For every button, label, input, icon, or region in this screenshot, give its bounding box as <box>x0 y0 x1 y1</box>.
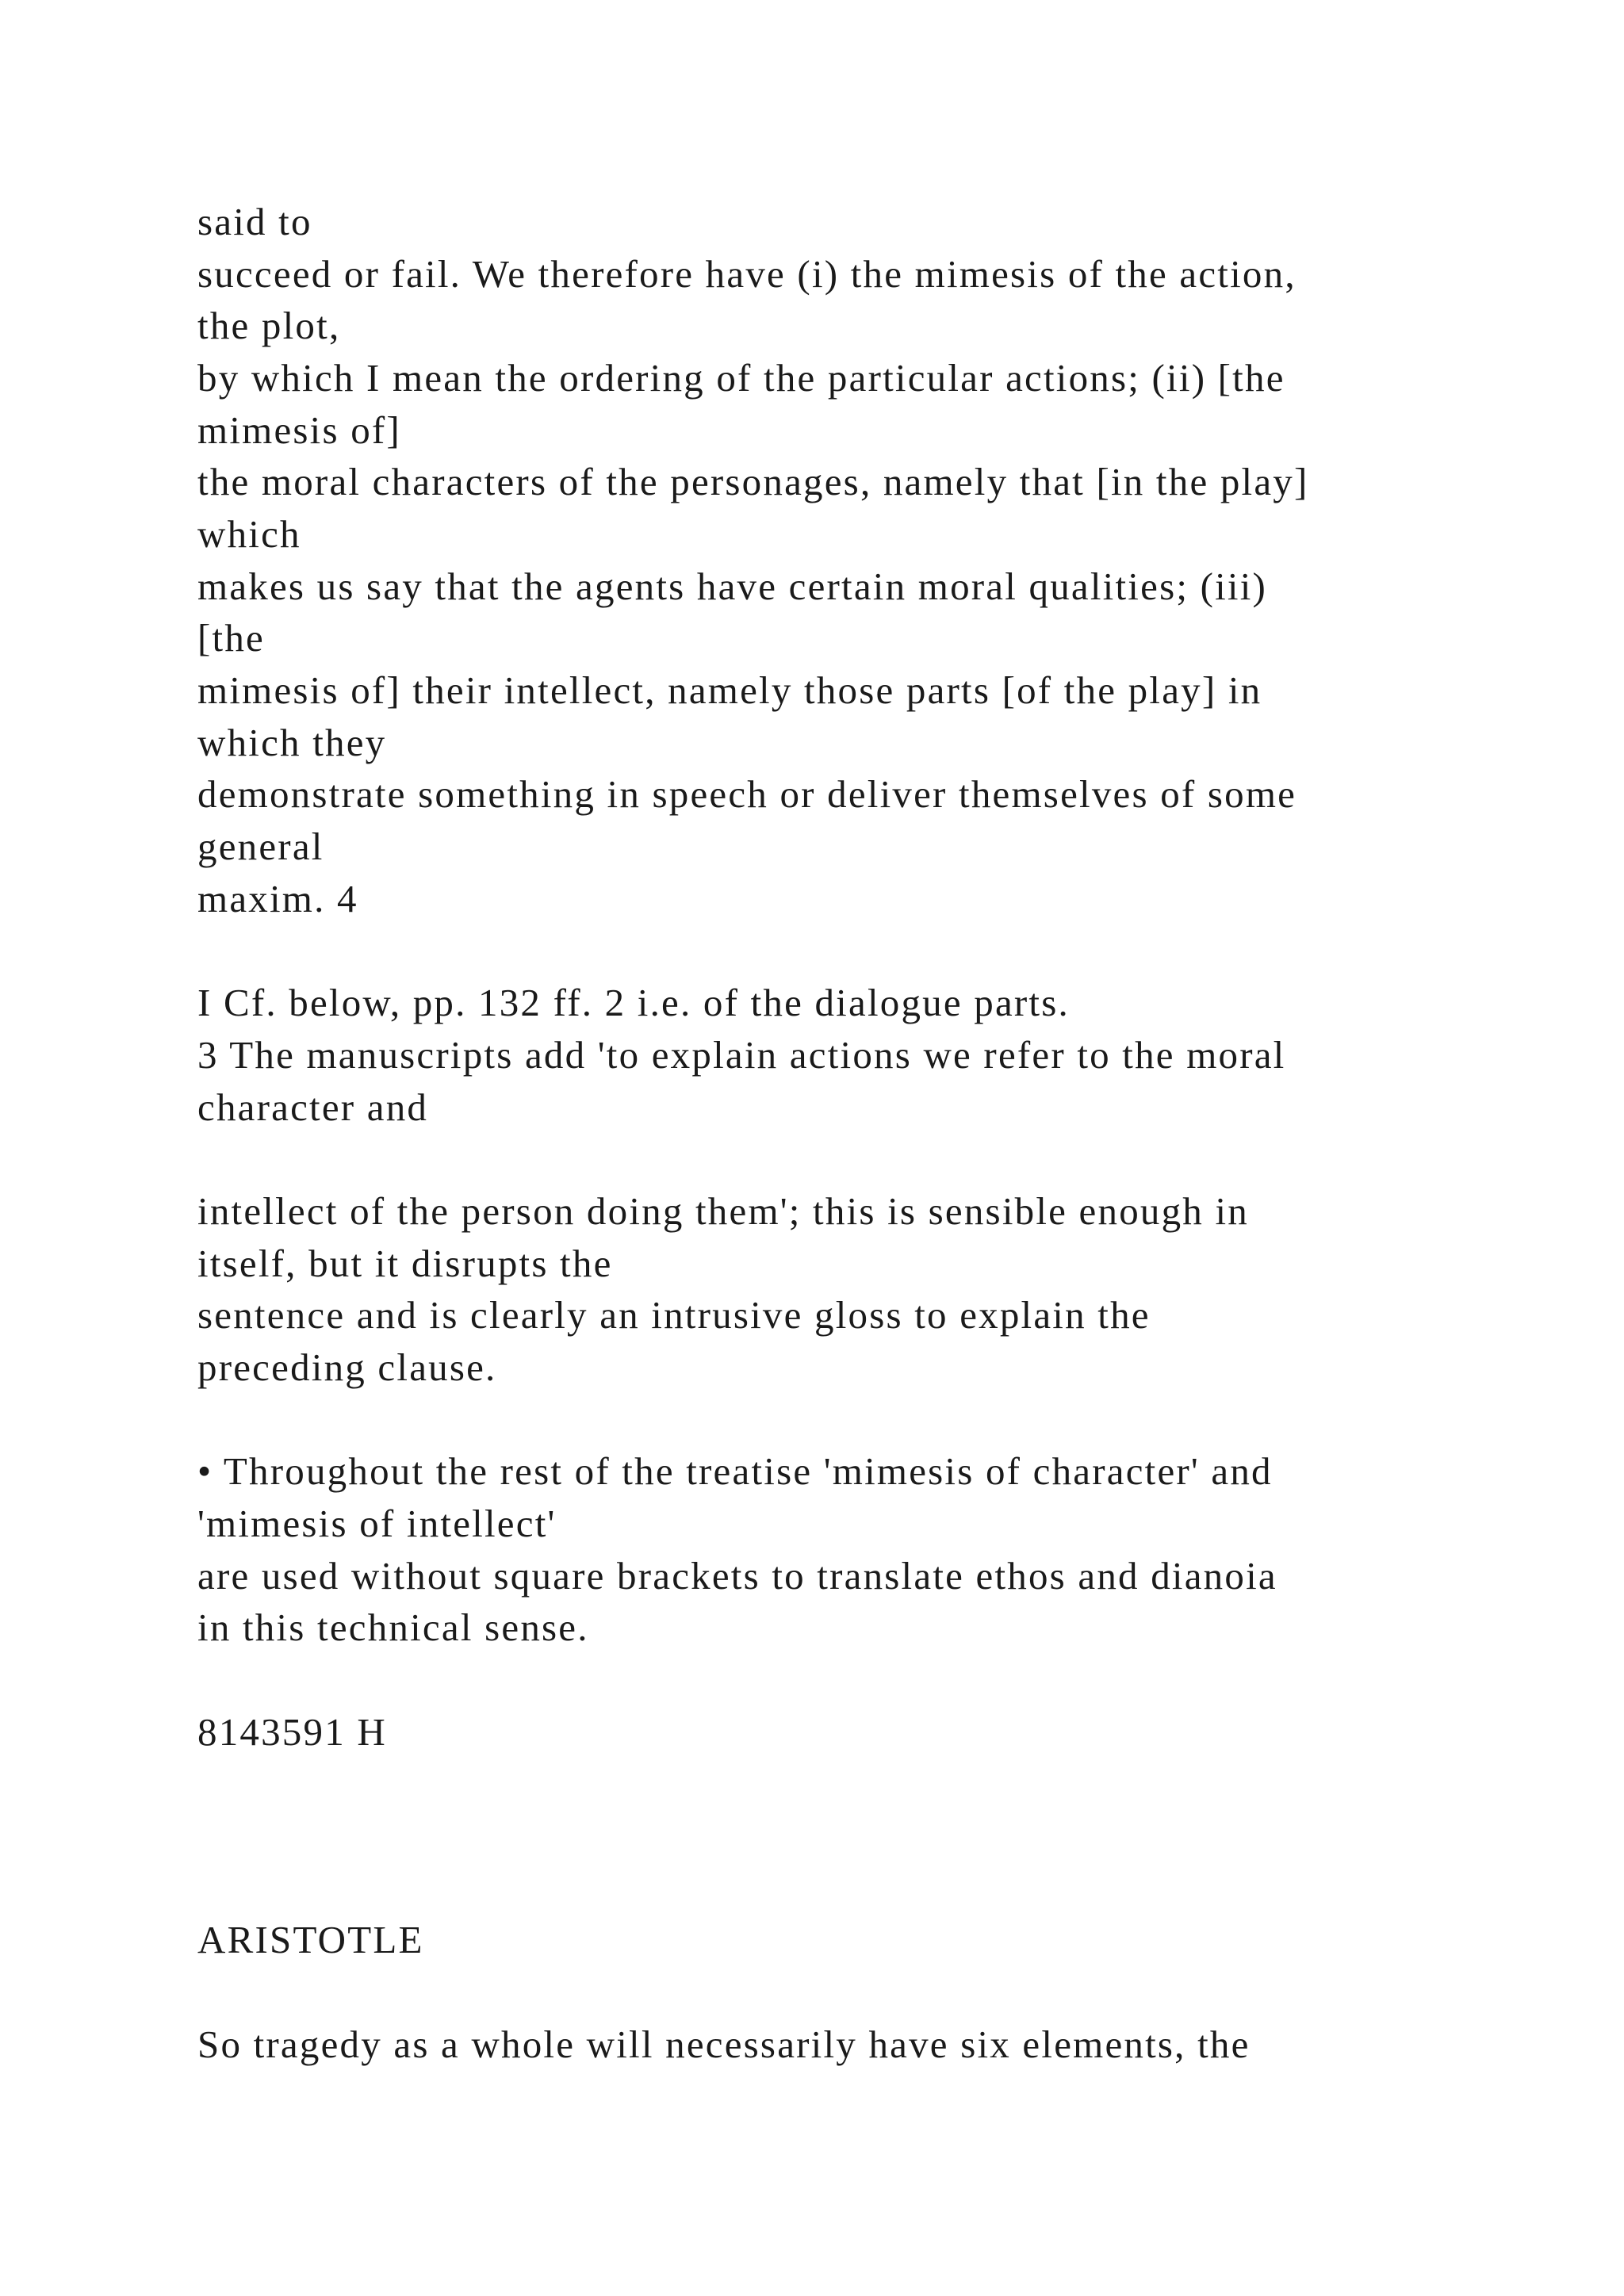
text-line: makes us say that the agents have certain moral qualities; (iii) <box>197 564 1268 608</box>
text-line: mimesis of] their intellect, namely those parts [of the play] in <box>197 668 1262 712</box>
footnote-line: are used without square brackets to translate ethos and dianoia <box>197 1554 1277 1598</box>
footnote-line: intellect of the person doing them'; this is sensible enough in <box>197 1189 1249 1233</box>
text-line: So tragedy as a whole will necessarily have six elements, the <box>197 2022 1251 2066</box>
text-line: the plot, <box>197 304 341 347</box>
text-line: by which I mean the ordering of the particular actions; (ii) [the <box>197 356 1285 400</box>
text-line: maxim. 4 <box>197 877 358 920</box>
text-line: demonstrate something in speech or deliver themselves of some <box>197 772 1297 816</box>
footnote-line: itself, but it disrupts the <box>197 1242 613 1285</box>
footnote-line: • Throughout the rest of the treatise 'mimesis of character' and <box>197 1449 1273 1493</box>
footnote-line: 3 The manuscripts add 'to explain actions we refer to the moral <box>197 1033 1286 1077</box>
text-line: said to <box>197 200 312 243</box>
footnote-line: in this technical sense. <box>197 1605 589 1649</box>
running-head: ARISTOTLE <box>197 1918 424 1961</box>
text-line: which they <box>197 721 387 764</box>
text-line: succeed or fail. We therefore have (i) the mimesis of the action, <box>197 252 1297 296</box>
footnote-line: 'mimesis of intellect' <box>197 1502 557 1545</box>
signature-mark: 8143591 H <box>197 1710 387 1754</box>
footnote-line: character and <box>197 1085 429 1129</box>
text-line: [the <box>197 616 265 660</box>
text-line: mimesis of] <box>197 408 401 452</box>
text-line: general <box>197 825 324 868</box>
text-line: which <box>197 512 301 556</box>
footnote-line: sentence and is clearly an intrusive gloss to explain the <box>197 1293 1151 1337</box>
text-line: the moral characters of the personages, namely that [in the play] <box>197 460 1309 503</box>
footnote-line: I Cf. below, pp. 132 ff. 2 i.e. of the dialogue parts. <box>197 981 1070 1024</box>
footnote-line: preceding clause. <box>197 1345 497 1389</box>
